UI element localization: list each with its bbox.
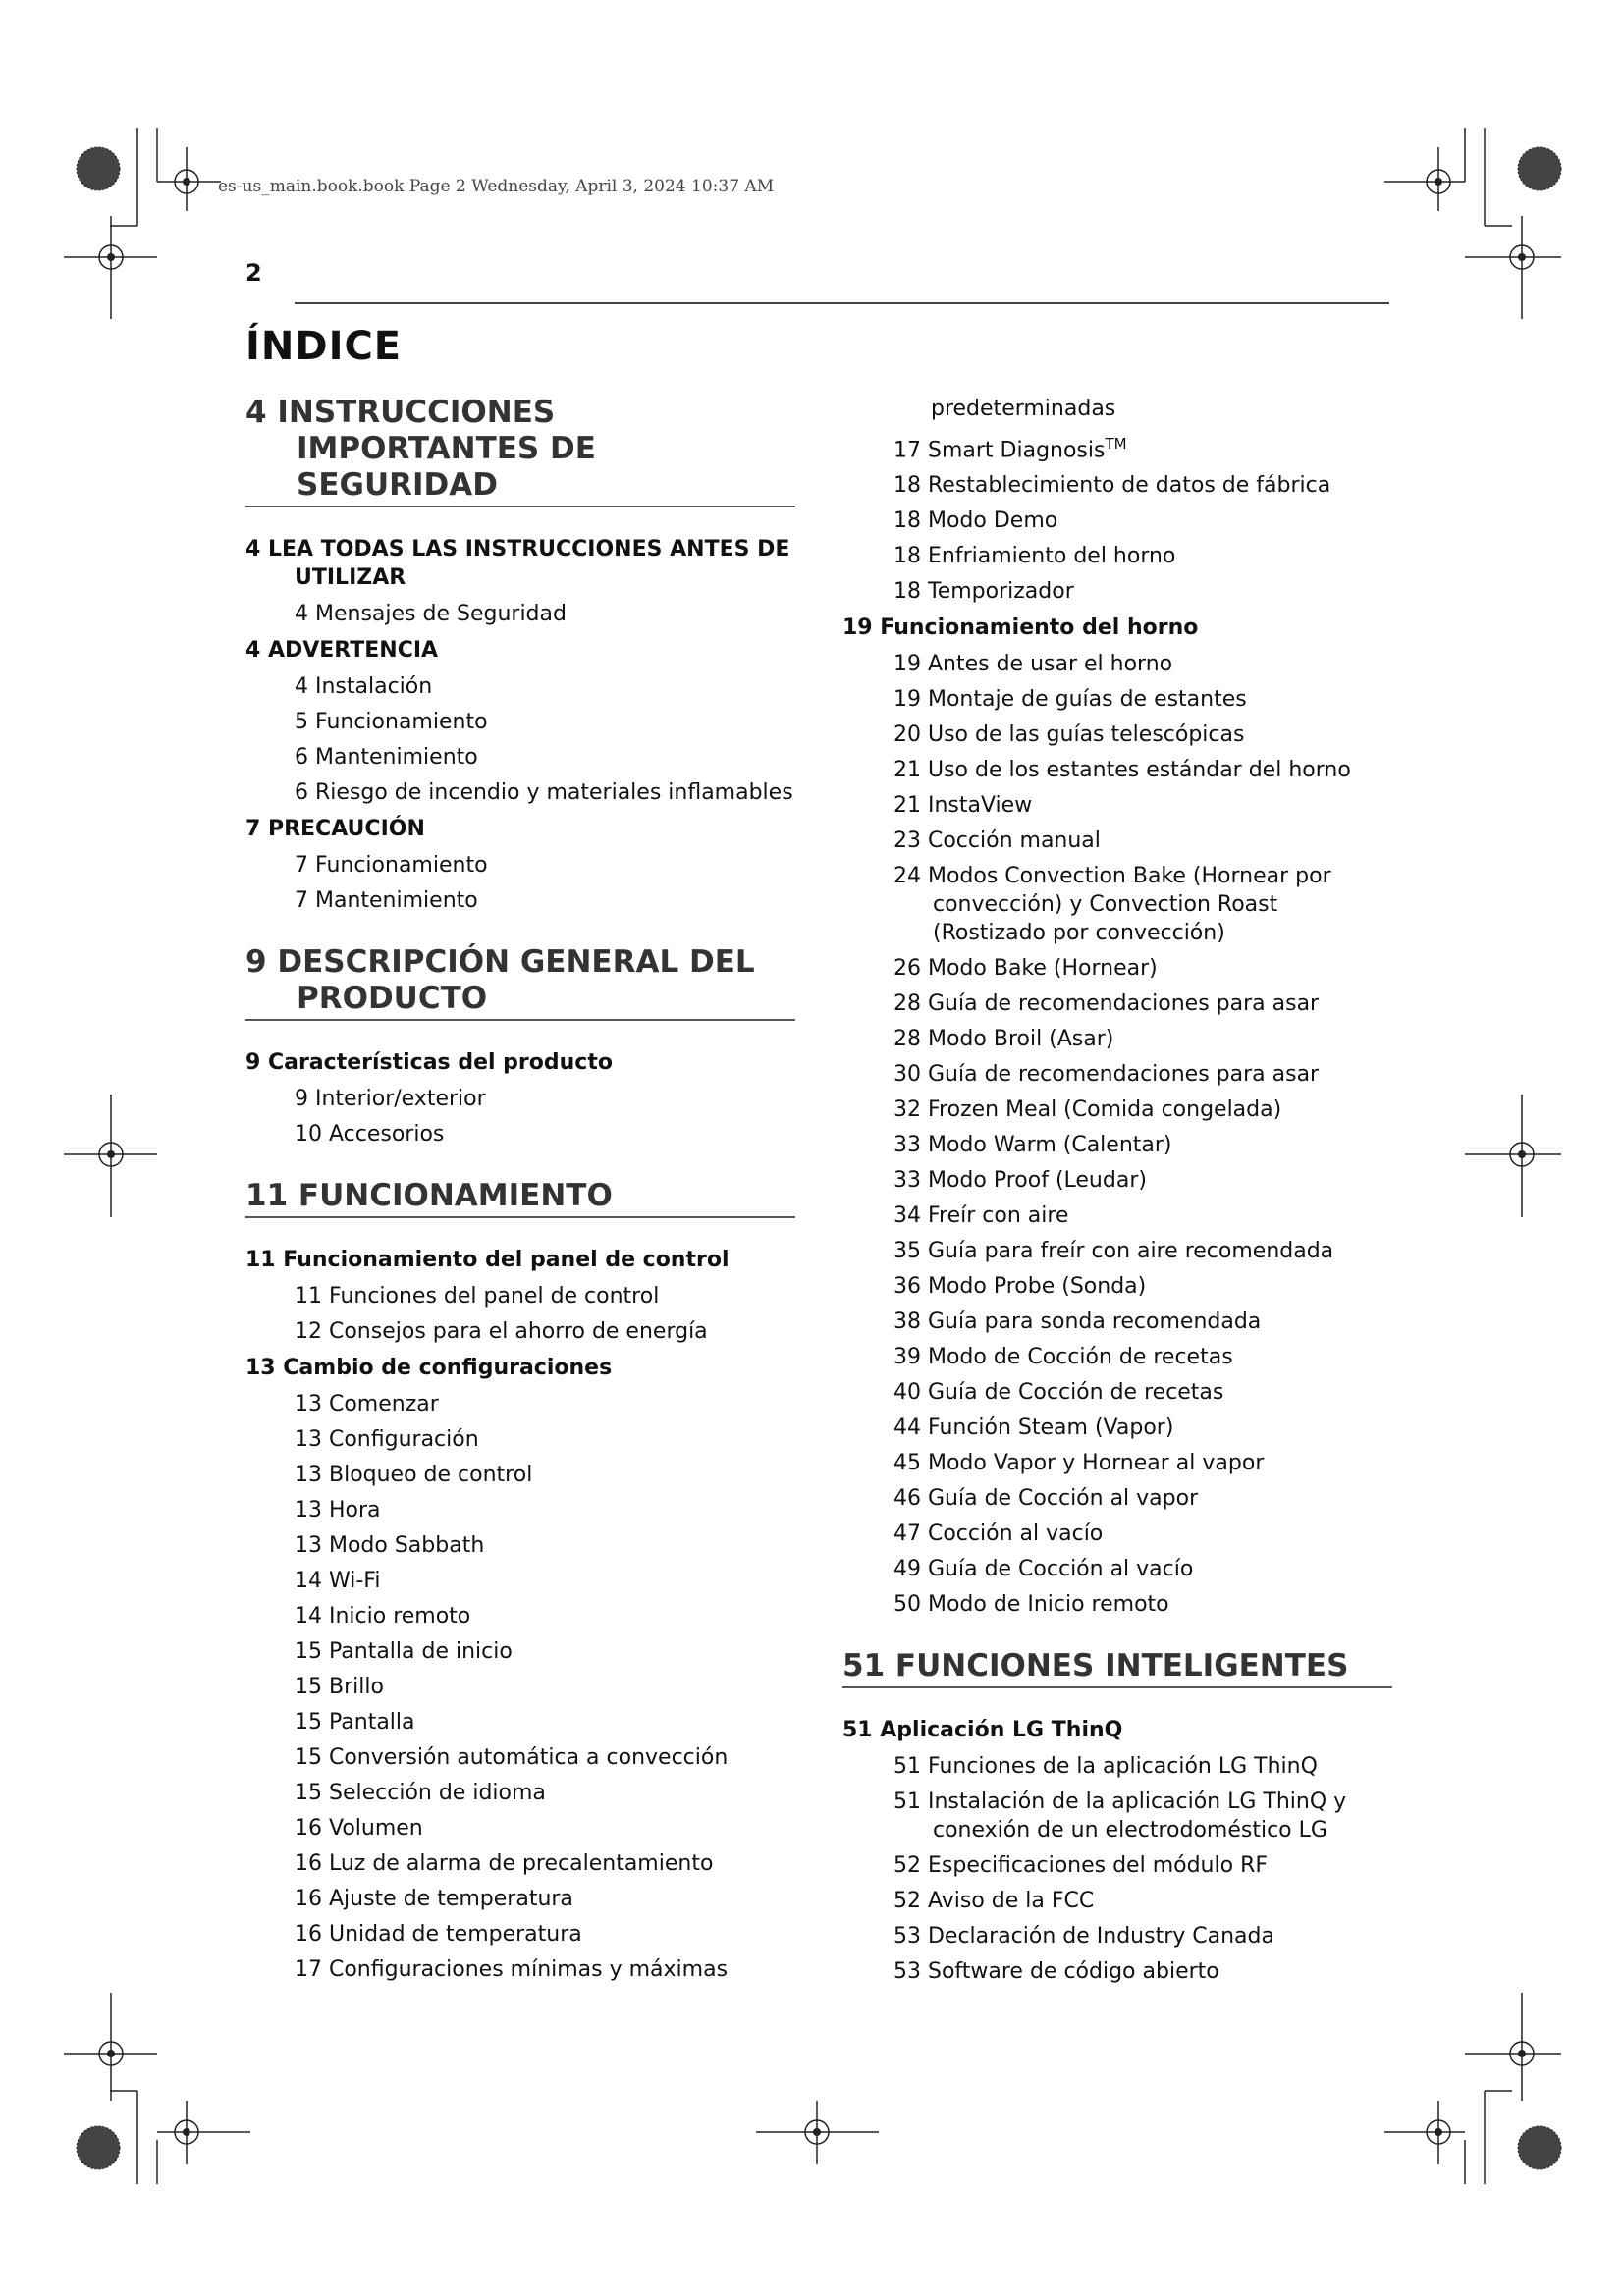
- toc-item[interactable]: 47 Cocción al vacío: [893, 1522, 1104, 1547]
- toc-item[interactable]: 52 Especificaciones del módulo RF: [893, 1853, 1269, 1879]
- toc-item[interactable]: 50 Modo de Inicio remoto: [893, 1592, 1169, 1618]
- header-rule: [295, 302, 1389, 304]
- toc-item[interactable]: 18 Restablecimiento de datos de fábrica: [893, 473, 1331, 499]
- toc-item[interactable]: 19 Antes de usar el horno: [893, 652, 1173, 677]
- toc-item[interactable]: 15 Pantalla de inicio: [295, 1639, 513, 1664]
- page-title: ÍNDICE: [245, 324, 403, 369]
- toc-item[interactable]: 18 Temporizador: [893, 579, 1074, 605]
- toc-section[interactable]: 4 INSTRUCCIONES IMPORTANTES DE SEGURIDAD: [245, 395, 795, 507]
- toc-item-continuation: predeterminadas: [931, 397, 1116, 421]
- toc-item[interactable]: 15 Pantalla: [295, 1710, 415, 1735]
- toc-item[interactable]: 28 Modo Broil (Asar): [893, 1027, 1114, 1052]
- toc-item[interactable]: 18 Enfriamiento del horno: [893, 544, 1176, 569]
- toc-item[interactable]: 11 Funciones del panel de control: [295, 1284, 660, 1308]
- toc-item[interactable]: 15 Conversión automática a convección: [295, 1745, 729, 1770]
- toc-item[interactable]: 12 Consejos para el ahorro de energía: [295, 1319, 708, 1344]
- toc-item[interactable]: 16 Luz de alarma de precalentamiento: [295, 1851, 714, 1876]
- toc-subsection[interactable]: 9 Características del producto: [245, 1050, 613, 1075]
- toc-item[interactable]: 24 Modos Convection Bake (Hornear por convección) y Convection Roast (Rostizado por convección): [893, 864, 1331, 946]
- toc-item[interactable]: 33 Modo Proof (Leudar): [893, 1168, 1147, 1194]
- toc-item[interactable]: 13 Hora: [295, 1498, 381, 1522]
- toc-subsection[interactable]: 13 Cambio de configuraciones: [245, 1356, 613, 1380]
- toc-item[interactable]: 9 Interior/exterior: [295, 1087, 486, 1111]
- toc-item[interactable]: 21 InstaView: [893, 793, 1033, 819]
- toc-subsection[interactable]: 19 Funcionamiento del horno: [842, 615, 1199, 641]
- toc-item[interactable]: 40 Guía de Cocción de recetas: [893, 1380, 1224, 1406]
- toc-item[interactable]: 13 Modo Sabbath: [295, 1533, 485, 1558]
- toc-item[interactable]: 6 Riesgo de incendio y materiales inflamables: [295, 780, 793, 805]
- toc-item[interactable]: 14 Inicio remoto: [295, 1604, 471, 1629]
- toc-item[interactable]: 33 Modo Warm (Calentar): [893, 1133, 1172, 1158]
- toc-item[interactable]: 45 Modo Vapor y Hornear al vapor: [893, 1451, 1265, 1476]
- toc-item[interactable]: 52 Aviso de la FCC: [893, 1889, 1095, 1914]
- toc-item[interactable]: 28 Guía de recomendaciones para asar: [893, 991, 1320, 1017]
- toc-section[interactable]: 51 FUNCIONES INTELIGENTES: [842, 1648, 1392, 1688]
- toc-item[interactable]: 46 Guía de Cocción al vapor: [893, 1486, 1199, 1512]
- toc-subsection[interactable]: 51 Aplicación LG ThinQ: [842, 1718, 1123, 1743]
- toc-item[interactable]: 21 Uso de los estantes estándar del horno: [893, 758, 1351, 783]
- toc-item[interactable]: 38 Guía para sonda recomendada: [893, 1309, 1262, 1335]
- toc-item[interactable]: 13 Configuración: [295, 1427, 479, 1452]
- page-number: 2: [245, 259, 262, 287]
- toc-item[interactable]: 19 Montaje de guías de estantes: [893, 687, 1247, 713]
- toc-item-text: 17 Smart Diagnosis: [893, 438, 1106, 463]
- toc-item[interactable]: 15 Brillo: [295, 1675, 384, 1699]
- toc-item[interactable]: 4 Mensajes de Seguridad: [295, 602, 567, 626]
- toc-item[interactable]: 51 Funciones de la aplicación LG ThinQ: [893, 1754, 1318, 1780]
- toc-item[interactable]: 15 Selección de idioma: [295, 1781, 546, 1805]
- toc-item[interactable]: 13 Bloqueo de control: [295, 1463, 533, 1487]
- toc-item[interactable]: 5 Funcionamiento: [295, 710, 488, 734]
- toc-item-smart-diagnosis[interactable]: [842, 430, 1392, 464]
- toc-item[interactable]: 44 Función Steam (Vapor): [893, 1415, 1174, 1441]
- toc-subsection[interactable]: 4 LEA TODAS LAS INSTRUCCIONES ANTES DE UTILIZAR: [245, 537, 790, 590]
- toc-item[interactable]: 13 Comenzar: [295, 1392, 439, 1416]
- toc-item[interactable]: 53 Declaración de Industry Canada: [893, 1924, 1274, 1949]
- toc-item[interactable]: 30 Guía de recomendaciones para asar: [893, 1062, 1320, 1088]
- toc-right-column: [842, 395, 1392, 1993]
- toc-left-column: [245, 395, 795, 1991]
- toc-subsection[interactable]: 4 ADVERTENCIA: [245, 638, 439, 663]
- toc-item[interactable]: 10 Accesorios: [295, 1122, 445, 1147]
- toc-item[interactable]: 16 Unidad de temperatura: [295, 1922, 582, 1947]
- toc-item[interactable]: 6 Mantenimiento: [295, 745, 478, 770]
- toc-item[interactable]: 35 Guía para freír con aire recomendada: [893, 1239, 1334, 1264]
- toc-item[interactable]: 16 Ajuste de temperatura: [295, 1887, 573, 1911]
- toc-item[interactable]: 39 Modo de Cocción de recetas: [893, 1345, 1233, 1370]
- toc-item[interactable]: 18 Modo Demo: [893, 508, 1058, 534]
- toc-section[interactable]: 9 DESCRIPCIÓN GENERAL DEL PRODUCTO: [245, 944, 795, 1021]
- toc-item[interactable]: 16 Volumen: [295, 1816, 423, 1841]
- toc-item[interactable]: 7 Funcionamiento: [295, 853, 488, 878]
- toc-section[interactable]: 11 FUNCIONAMIENTO: [245, 1178, 795, 1218]
- toc-item[interactable]: 51 Instalación de la aplicación LG ThinQ y conexión de un electrodoméstico LG: [893, 1789, 1347, 1843]
- toc-item[interactable]: 4 Instalación: [295, 674, 433, 699]
- toc-item[interactable]: 36 Modo Probe (Sonda): [893, 1274, 1147, 1300]
- toc-item[interactable]: 20 Uso de las guías telescópicas: [893, 722, 1245, 748]
- toc-item[interactable]: 23 Cocción manual: [893, 828, 1101, 854]
- toc-subsection[interactable]: 11 Funcionamiento del panel de control: [245, 1248, 730, 1272]
- toc-item[interactable]: 53 Software de código abierto: [893, 1959, 1219, 1985]
- toc-item[interactable]: 32 Frozen Meal (Comida congelada): [893, 1097, 1282, 1123]
- toc-subsection[interactable]: 7 PRECAUCIÓN: [245, 817, 425, 841]
- toc-item[interactable]: 17 Configuraciones mínimas y máximas: [295, 1957, 729, 1982]
- toc-item[interactable]: 34 Freír con aire: [893, 1203, 1069, 1229]
- print-header: es-us_main.book.book Page 2 Wednesday, April 3, 2024 10:37 AM: [218, 177, 775, 196]
- toc-item[interactable]: 14 Wi-Fi: [295, 1569, 381, 1593]
- toc-item[interactable]: 7 Mantenimiento: [295, 888, 478, 913]
- toc-item[interactable]: 49 Guía de Cocción al vacío: [893, 1557, 1194, 1582]
- trademark: TM: [1105, 435, 1127, 453]
- toc-item[interactable]: 26 Modo Bake (Hornear): [893, 956, 1158, 982]
